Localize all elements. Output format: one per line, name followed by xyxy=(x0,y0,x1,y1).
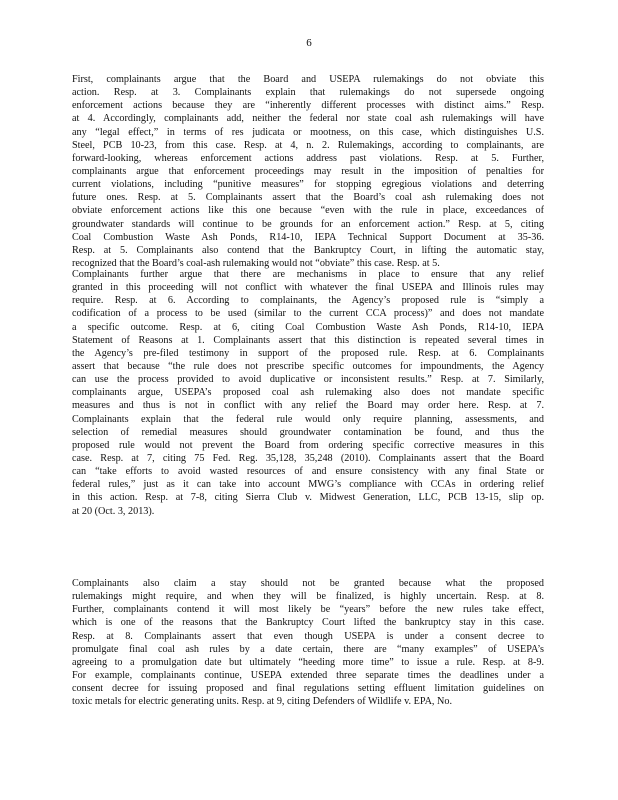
text-line: complainants argue, USEPA’s proposed coal ash rulemaking also does not mandate specific xyxy=(72,387,544,399)
text-line: promulgate final coal ash rules by a date certain, there are “many examples” of USEPA’s xyxy=(72,643,544,655)
text-line: First, complainants argue that the Board and USEPA rulemakings do not obviate this xyxy=(72,74,544,85)
text-line: Coal Combustion Waste Ash Ponds, R14-10, IEPA Technical Support Document at 35-36. xyxy=(72,231,544,243)
text-line: the Agency’s pre-filed testimony in support of the proposed rule. Resp. at 6. Complainants xyxy=(72,347,544,359)
text-line: proposed rule would not prevent the Board from ordering specific corrective measures in this xyxy=(72,439,544,451)
text-line: Steel, PCB 10-23, from this case. Resp. at 4, n. 2. Rulemakings, according to complainants, are xyxy=(72,139,544,151)
text-line: complainants argue that enforcement proceedings may result in the imposition of penalties for xyxy=(72,165,544,177)
text-line: can “take efforts to avoid wasted resources of and ensure consistency with any final State or xyxy=(72,466,544,478)
text-line: federal rules,” just as it can take into account MWG’s compliance with CCAs in ordering relief xyxy=(72,479,544,491)
text-line: obviate enforcement actions like this one because “even with the rule in place, exceedances of xyxy=(72,205,544,217)
text-line: current violations, including “punitive measures” for stopping egregious violations and deterring xyxy=(72,179,544,191)
text-line: consent decree for issuing proposed and final regulations setting effluent limitation guidelines on xyxy=(72,683,544,695)
text-line: which is one of the reasons that the Bankruptcy Court lifted the bankruptcy stay in this case. xyxy=(72,617,544,629)
text-line: require. Resp. at 6. According to complainants, the Agency’s proposed rule is “simply a xyxy=(72,295,544,307)
text-line: enforcement actions because they are “inherently different processes with distinct aims.” Resp. xyxy=(72,100,544,112)
text-line: future ones. Resp. at 5. Complainants assert that the Board’s coal ash rulemaking does not xyxy=(72,192,544,204)
text-line: at 20 (Oct. 3, 2013). xyxy=(72,505,155,517)
text-line: any “legal effect,” in terms of res judicata or mootness, on this case, which distinguishes U.S. xyxy=(72,126,544,138)
paragraph-1 xyxy=(72,73,544,270)
text-line: Complainants also claim a stay should not be granted because what the proposed xyxy=(72,578,544,589)
text-line: can use the process provided to avoid duplicative or inconsistent results.” Resp. at 7. Similarly, xyxy=(72,374,544,386)
text-line: granted in this proceeding will not conflict with whatever the final USEPA and Illinois rules may xyxy=(72,282,544,294)
text-line: recognized that the Board’s coal-ash rulemaking would not “obviate” this case. Resp. at 5. xyxy=(72,257,440,269)
text-line: at 4. Accordingly, complainants add, neither the federal nor state coal ash rulemakings will have xyxy=(72,113,544,125)
text-line: For example, complainants continue, USEPA extended three separate times the deadlines under a xyxy=(72,669,544,681)
text-line: rulemakings might require, and when they will be finalized, is highly uncertain. Resp. at 8. xyxy=(72,591,544,603)
text-line: Resp. at 5. Complainants also contend that the Bankruptcy Court, in lifting the automatic stay, xyxy=(72,244,544,256)
paragraph-2 xyxy=(72,268,544,518)
text-line: forward-looking, whereas enforcement actions address past violations. Resp. at 5. Further, xyxy=(72,152,544,164)
text-line: measures and thus is not in conflict with any relief the Board may order here. Resp. at 7. xyxy=(72,400,544,412)
text-line: Complainants explain that the federal rule would only require planning, assessments, and xyxy=(72,413,544,425)
text-line: groundwater standards will continue to be grounds for an enforcement action.” Resp. at 5, citing xyxy=(72,218,544,230)
text-line: toxic metals for electric generating units. Resp. at 9, citing Defenders of Wildlife v. EPA, No. xyxy=(72,696,453,708)
text-line: Complainants further argue that there are mechanisms in place to ensure that any relief xyxy=(72,269,544,280)
text-line: Further, complainants contend it will most likely be “years” before the new rules take effect, xyxy=(72,604,544,616)
text-line: action. Resp. at 3. Complainants explain that rulemakings do not supersede ongoing xyxy=(72,87,544,99)
paragraph-3 xyxy=(72,577,544,708)
text-line: agreeing to a promulgation date but ultimately “heeding more time” to issue a rule. Resp. at 8-9. xyxy=(72,656,544,668)
text-line: Resp. at 8. Complainants assert that even though USEPA is under a consent decree to xyxy=(72,630,544,642)
text-line: selection of remedial measures should groundwater contamination be found, and thus the xyxy=(72,426,544,438)
text-line: in this action. Resp. at 7-8, citing Sierra Club v. Midwest Generation, LLC, PCB 13-15, slip op. xyxy=(72,492,544,504)
text-line: Statement of Reasons at 1. Complainants assert that this distinction is repeated several times in xyxy=(72,334,544,346)
text-line: case. Resp. at 7, citing 75 Fed. Reg. 35,128, 35,248 (2010). Complainants assert that the Board xyxy=(72,452,544,464)
text-line: assert that because “the rule does not prescribe specific outcomes for impoundments, the Agency xyxy=(72,360,544,372)
page-number: 6 xyxy=(306,37,312,49)
text-line: codification of a process to be used (similar to the current CCA process)” and does not mandate xyxy=(72,308,544,320)
text-line: a specific outcome. Resp. at 6, citing Coal Combustion Waste Ash Ponds, R14-10, IEPA xyxy=(72,321,544,333)
